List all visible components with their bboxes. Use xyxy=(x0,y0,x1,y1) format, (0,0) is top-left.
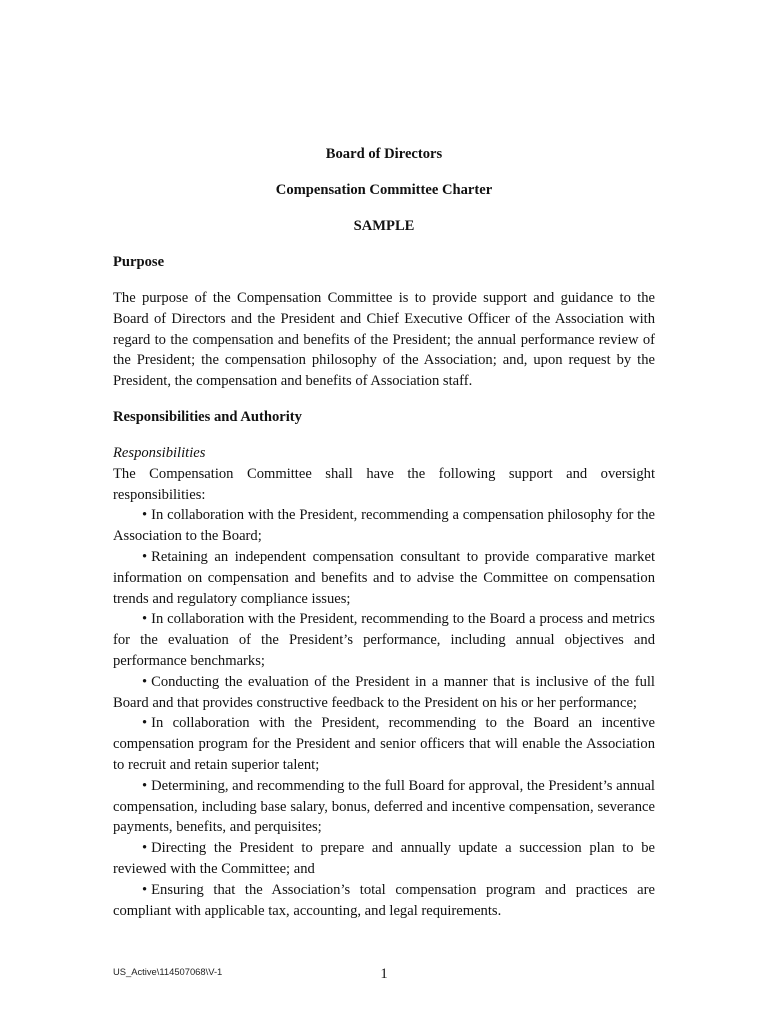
purpose-heading: Purpose xyxy=(113,253,165,270)
responsibility-item xyxy=(113,672,655,714)
responsibility-item xyxy=(113,776,655,838)
responsibility-text: In collaboration with the President, recommending to the Board a process and metrics for the evaluation of the President’s performance, including annual objectives and performance benchmarks; xyxy=(113,611,655,670)
document-title-line-2: Compensation Committee Charter xyxy=(275,181,493,198)
responsibility-item xyxy=(113,609,655,671)
responsibility-text: Determining, and recommending to the full Board for approval, the President’s annual compensation, including base salary, bonus, deferred and incentive compensation, severance payments, benefits, and perquisites; xyxy=(113,777,655,836)
responsibilities-authority-heading: Responsibilities and Authority xyxy=(113,409,302,426)
responsibility-item xyxy=(113,547,655,609)
responsibility-item xyxy=(113,713,655,775)
responsibility-text: Conducting the evaluation of the President in a manner that is inclusive of the full Board and that provides constructive feedback to the President on his or her performance; xyxy=(113,673,655,711)
bullet-icon: • xyxy=(142,840,148,857)
responsibilities-list xyxy=(113,505,655,921)
responsibility-text: Ensuring that the Association’s total compensation program and practices are compliant with applicable tax, accounting, and legal requirements. xyxy=(113,881,655,919)
responsibilities-intro: The Compensation Committee shall have the following support and oversight responsibilities: xyxy=(113,465,655,503)
page-number: 1 xyxy=(380,966,388,982)
footer-document-id: US_Active\114507068\V-1 xyxy=(113,966,223,977)
purpose-paragraph: The purpose of the Compensation Committee is to provide support and guidance to the Board of Directors and the President and Chief Executive Officer of the Association with regard to the compensation and benefits of the President; the annual performance review of the President; the compensation philosophy of the Association; and, upon request by the President, the compensation and benefits of Association staff. xyxy=(113,289,655,390)
document-body xyxy=(113,144,655,921)
responsibility-item xyxy=(113,505,655,547)
responsibilities-subheading: Responsibilities xyxy=(113,445,206,462)
bullet-icon: • xyxy=(142,673,148,690)
bullet-icon: • xyxy=(142,881,148,898)
bullet-icon: • xyxy=(142,507,148,524)
responsibility-text: Retaining an independent compensation consultant to provide comparative market information on compensation and benefits and to advise the Committee on compensation trends and regulatory compliance issues; xyxy=(113,549,655,607)
responsibility-text: In collaboration with the President, recommending to the Board an incentive compensation program for the President and senior officers that will enable the Association to recruit and retain superior talent; xyxy=(113,715,655,774)
responsibility-item xyxy=(113,838,655,880)
bullet-icon: • xyxy=(142,715,148,732)
bullet-icon: • xyxy=(142,549,148,566)
document-title-line-3: SAMPLE xyxy=(353,217,415,234)
bullet-icon: • xyxy=(142,777,148,794)
responsibility-item xyxy=(113,880,655,922)
document-title-line-1: Board of Directors xyxy=(325,146,443,162)
bullet-icon: • xyxy=(142,611,148,628)
responsibility-text: Directing the President to prepare and annually update a succession plan to be reviewed with the Committee; and xyxy=(113,840,655,878)
responsibility-text: In collaboration with the President, recommending a compensation philosophy for the Association to the Board; xyxy=(113,507,655,545)
